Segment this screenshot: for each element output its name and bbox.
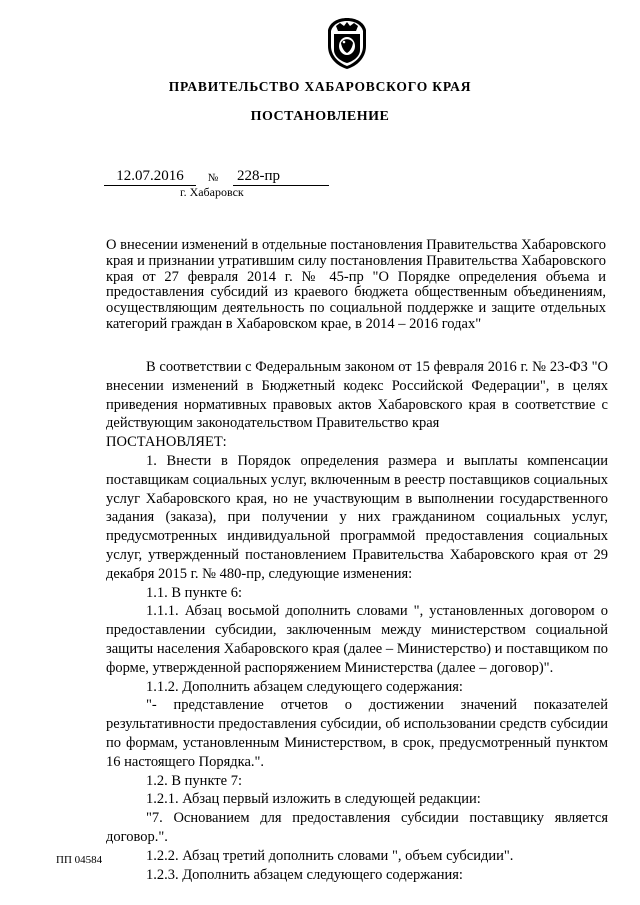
document-body [106,358,608,884]
document-title: О внесении изменений в отдельные постановления Правительства Хабаровского края и признании утратившим силу постановления Правительства Хабаровского края от 27 февраля 2014 г. № 45-пр "О Порядке определения объема и предоставления субсидий из краевого бюджета общественным объединениям, осуществляющим деятельность по социальной поддержке и защите отдельных категорий граждан в Хабаровском крае, в 2014 – 2016 годах" [106,237,606,332]
body-paragraph: 1.2.3. Дополнить абзацем следующего содержания: [146,866,463,883]
body-paragraph: 1.2. В пункте 7: [146,772,242,789]
khabarovsk-coat-of-arms-icon [326,16,368,70]
body-paragraph: 1.2.1. Абзац первый изложить в следующей редакции: [146,791,481,808]
body-paragraph: ПОСТАНОВЛЯЕТ: [106,434,227,451]
body-paragraph: В соответствии с Федеральным законом от 15 февраля 2016 г. № 23-ФЗ "О внесении изменений в Бюджетный кодекс Российской Федерации", в целях приведения нормативных правовых актов Хабаровского края в соответствие с действующим законодательством Правительство края [106,359,608,432]
body-paragraph: 1. Внести в Порядок определения размера и выплаты компенсации поставщикам социальных услуг, включенным в реестр поставщиков социальных услуг Хабаровского края, но не участвующим в выполнении государственного задания (заказа), при получении у них гражданином социальных услуг, предусмотренных индивидуальной программой предоставления социальных услуг, утвержденный постановлением Правительства Хабаровского края от 29 декабря 2015 г. № 480-пр, следующие изменения: [106,452,608,582]
number-sign: № [207,172,219,184]
body-paragraph: 1.1.1. Абзац восьмой дополнить словами ", установленных договором о предоставлении субсидии, заключенным между министерством социальной защиты населения Хабаровского края (далее – Министерство) и поставщиком по форме, утвержденной распоряжением Министерства (далее – договор)". [106,603,608,676]
body-paragraph: "7. Основанием для предоставления субсидии поставщику является договор.". [106,810,608,845]
body-paragraph: 1.1.2. Дополнить абзацем следующего содержания: [146,678,463,695]
body-paragraph: 1.2.2. Абзац третий дополнить словами ", объем субсидии". [146,847,514,864]
document-type-heading: ПОСТАНОВЛЕНИЕ [250,109,390,124]
document-number: 228-пр [233,167,329,186]
body-paragraph: "- представление отчетов о достижении значений показателей результативности предоставления субсидии, об использовании средств субсидии по формам, установленным Министерством, в срок, предусмотренный пунктом 16 настоящего Порядка.". [106,697,608,770]
footer-code: ПП 04584 [56,854,103,866]
body-paragraph: 1.1. В пункте 6: [146,584,242,601]
document-city: г. Хабаровск [180,185,244,199]
document-date: 12.07.2016 [104,167,196,186]
government-name: ПРАВИТЕЛЬСТВО ХАБАРОВСКОГО КРАЯ [168,79,472,94]
